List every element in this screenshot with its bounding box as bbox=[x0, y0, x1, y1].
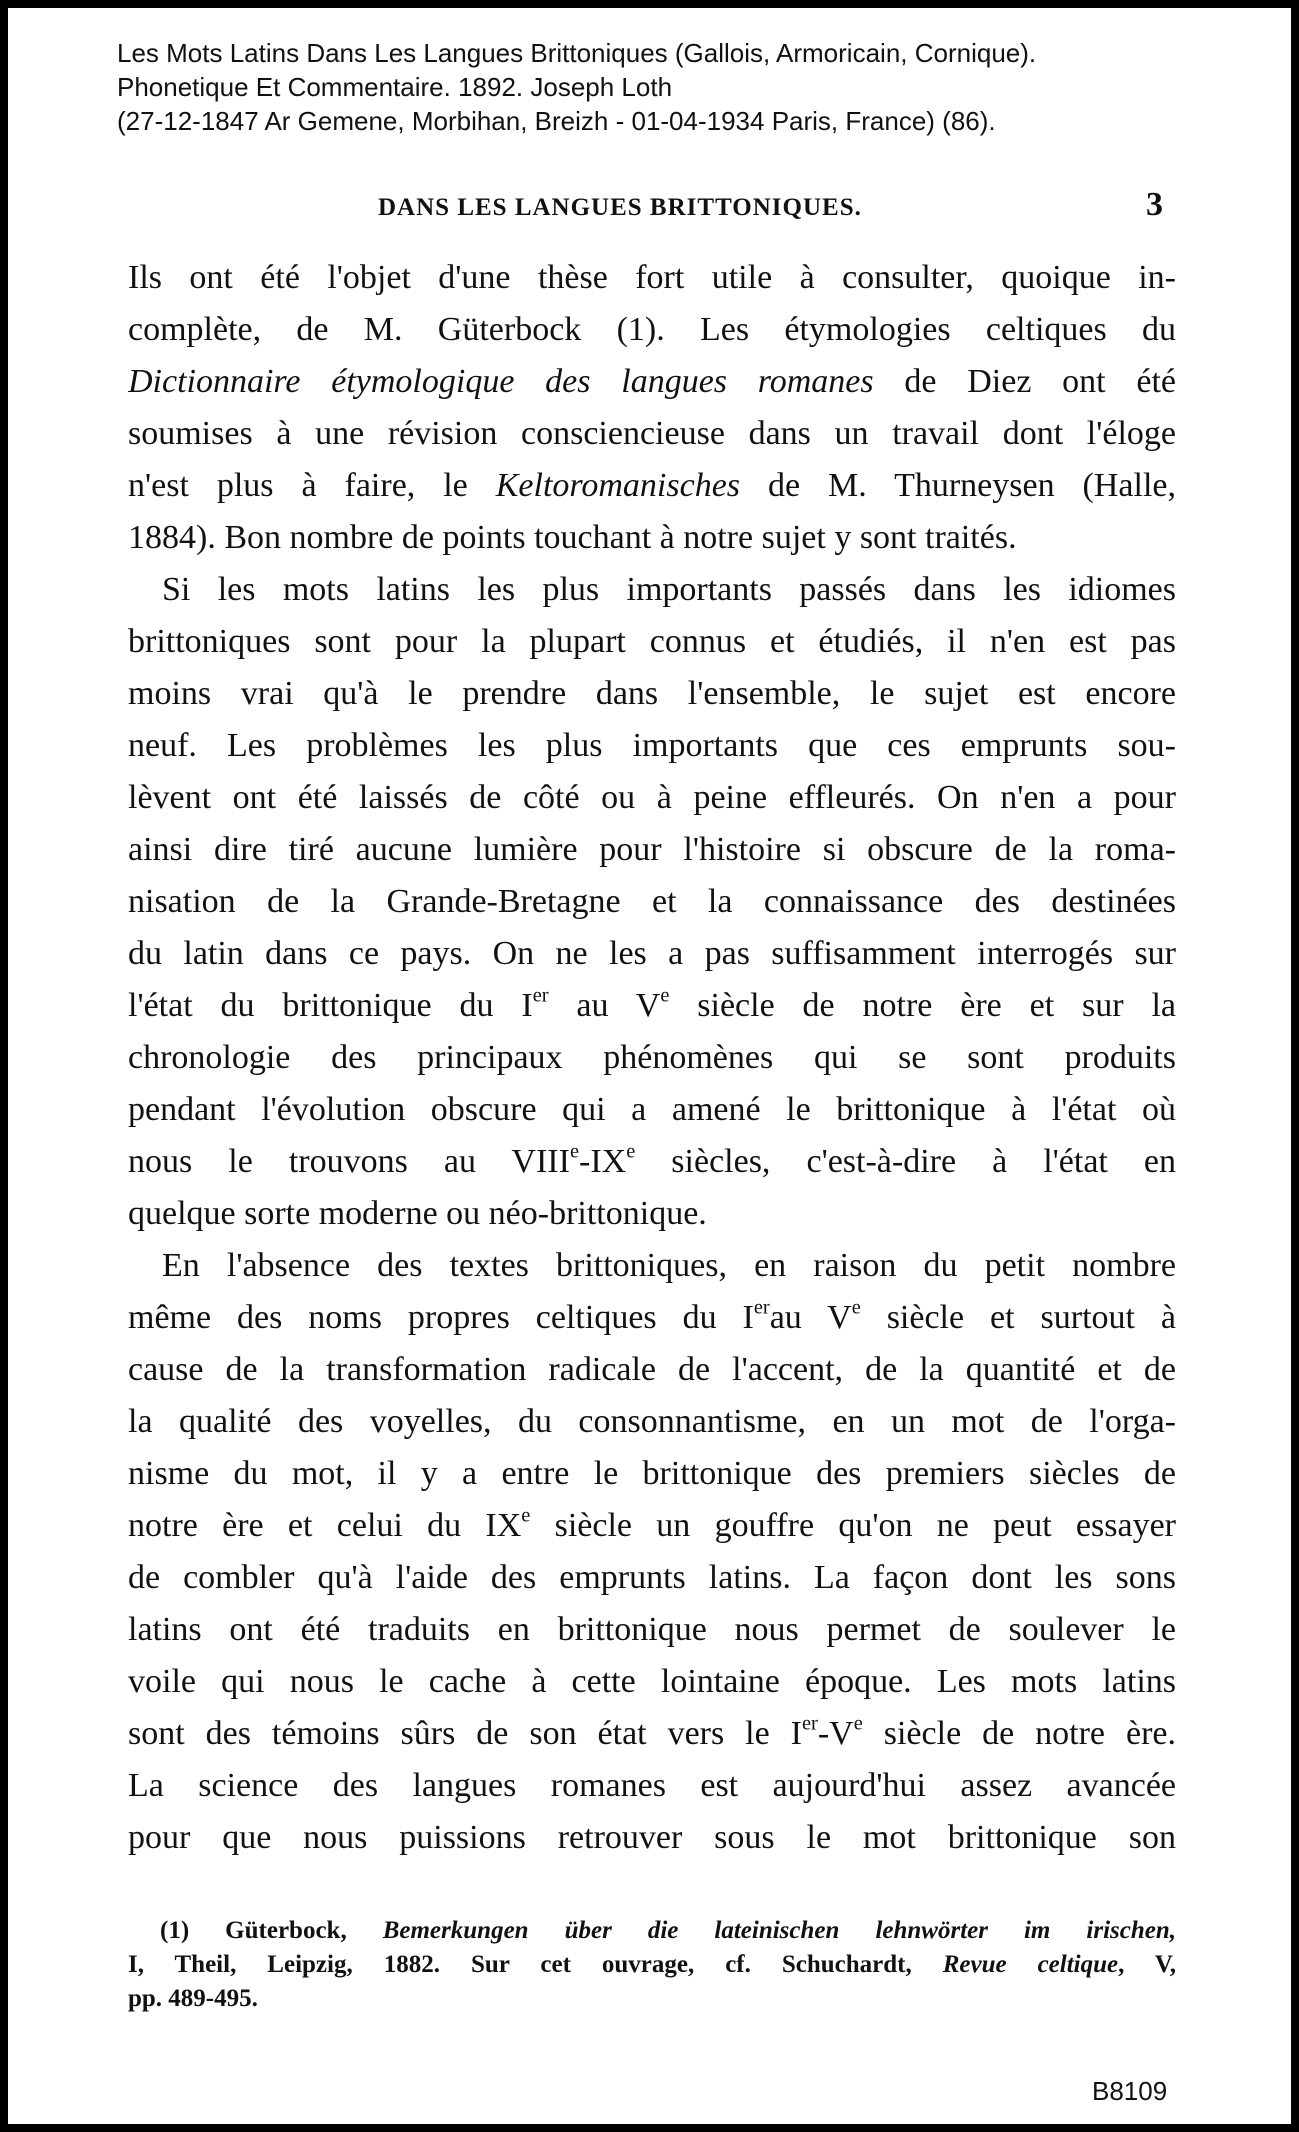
text-span: moins vrai qu'à le prendre dans l'ensemble, le sujet est encore bbox=[128, 675, 1176, 712]
text-line bbox=[128, 980, 1176, 1032]
text-span: de Diez ont été bbox=[873, 363, 1176, 400]
text-line bbox=[128, 1084, 1176, 1136]
text-line bbox=[128, 1760, 1176, 1812]
text-span: -IX bbox=[579, 1143, 627, 1180]
text-line bbox=[128, 668, 1176, 720]
text-line bbox=[128, 1032, 1176, 1084]
text-span: l'état du brittonique du I bbox=[128, 987, 533, 1024]
text-line bbox=[128, 1914, 1176, 1948]
text-span: soumises à une révision consciencieuse dans un travail dont l'éloge bbox=[128, 415, 1176, 452]
text-line bbox=[128, 1240, 1176, 1292]
superscript: e bbox=[626, 1140, 636, 1163]
text-span: chronologie des principaux phénomènes qui se sont produits bbox=[128, 1039, 1176, 1076]
text-span: siècles, c'est-à-dire à l'état en bbox=[635, 1143, 1176, 1180]
text-span: La science des langues romanes est aujourd'hui assez avancée bbox=[128, 1767, 1176, 1804]
text-span: En l'absence des textes brittoniques, en raison du petit nombre bbox=[162, 1247, 1176, 1284]
superscript: e bbox=[569, 1140, 579, 1163]
text-line bbox=[128, 564, 1176, 616]
catalog-stamp: B8109 bbox=[1092, 2076, 1168, 2106]
superscript: e bbox=[521, 1504, 531, 1527]
text-span: n'est plus à faire, le bbox=[128, 467, 496, 504]
text-span: siècle et surtout à bbox=[860, 1299, 1176, 1336]
text-span: Ils ont été l'objet d'une thèse fort utile à consulter, quoique in- bbox=[128, 259, 1176, 296]
text-span: au V bbox=[548, 987, 661, 1024]
text-line bbox=[128, 1982, 1176, 2016]
text-line bbox=[128, 1948, 1176, 1982]
text-span: pendant l'évolution obscure qui a amené le brittonique à l'état où bbox=[128, 1091, 1176, 1128]
footnote bbox=[128, 1914, 1176, 2016]
running-head: DANS LES LANGUES BRITTONIQUES. bbox=[378, 194, 862, 221]
text-line bbox=[128, 1552, 1176, 1604]
superscript: e bbox=[853, 1712, 863, 1735]
superscript: e bbox=[851, 1296, 861, 1319]
text-span: sont des témoins sûrs de son état vers le I bbox=[128, 1715, 802, 1752]
italic-text: Bemerkungen über die lateinischen lehnwörter im irischen, bbox=[382, 1917, 1176, 1944]
superscript: er bbox=[753, 1296, 770, 1319]
text-line bbox=[128, 1188, 1176, 1240]
text-span: pp. 489-495. bbox=[128, 1985, 258, 2012]
superscript: er bbox=[802, 1712, 818, 1735]
text-span: 1884). Bon nombre de points touchant à notre sujet y sont traités. bbox=[128, 519, 1017, 556]
italic-text: Revue celtique bbox=[942, 1951, 1119, 1978]
text-span: nisation de la Grande-Bretagne et la connaissance des destinées bbox=[128, 883, 1176, 920]
text-span: -V bbox=[817, 1715, 854, 1752]
caption-line: (27-12-1847 Ar Gemene, Morbihan, Breizh - 01-04-1934 Paris, France) (86). bbox=[117, 106, 996, 136]
text-line bbox=[128, 356, 1176, 408]
text-span: pour que nous puissions retrouver sous le mot brittonique son bbox=[128, 1819, 1176, 1856]
text-line bbox=[128, 1812, 1176, 1864]
body-text bbox=[128, 252, 1176, 1864]
text-span: nous le trouvons au VIII bbox=[128, 1143, 570, 1180]
superscript: er bbox=[532, 984, 549, 1007]
text-span: brittoniques sont pour la plupart connus et étudiés, il n'en est pas bbox=[128, 623, 1176, 660]
text-span: Si les mots latins les plus importants passés dans les idiomes bbox=[162, 571, 1176, 608]
text-span: la qualité des voyelles, du consonnantisme, en un mot de l'orga- bbox=[128, 1403, 1176, 1440]
text-line bbox=[128, 772, 1176, 824]
text-span: lèvent ont été laissés de côté ou à peine effleurés. On n'en a pour bbox=[128, 779, 1176, 816]
text-line bbox=[128, 1708, 1176, 1760]
text-span: quelque sorte moderne ou néo-brittonique. bbox=[128, 1195, 707, 1232]
text-line bbox=[128, 1656, 1176, 1708]
text-line bbox=[128, 1292, 1176, 1344]
text-span: siècle un gouffre qu'on ne peut essayer bbox=[530, 1507, 1176, 1544]
document-caption bbox=[117, 36, 1036, 138]
page-number: 3 bbox=[1146, 186, 1163, 223]
text-span: au V bbox=[769, 1299, 852, 1336]
caption-line: Les Mots Latins Dans Les Langues Brittoniques (Gallois, Armoricain, Cornique). bbox=[117, 38, 1037, 68]
superscript: e bbox=[660, 984, 670, 1007]
text-span: , V, bbox=[1118, 1951, 1176, 1978]
text-line bbox=[128, 876, 1176, 928]
text-span: complète, de M. Güterbock (1). Les étymologies celtiques du bbox=[128, 311, 1176, 348]
text-line bbox=[128, 304, 1176, 356]
text-line bbox=[128, 512, 1176, 564]
text-line bbox=[128, 616, 1176, 668]
text-span: voile qui nous le cache à cette lointaine époque. Les mots latins bbox=[128, 1663, 1176, 1700]
text-line bbox=[128, 720, 1176, 772]
text-line bbox=[128, 1396, 1176, 1448]
text-span: de combler qu'à l'aide des emprunts latins. La façon dont les sons bbox=[128, 1559, 1176, 1596]
text-span: de M. Thurneysen (Halle, bbox=[740, 467, 1176, 504]
text-span: même des noms propres celtiques du I bbox=[128, 1299, 754, 1336]
text-span: nisme du mot, il y a entre le brittonique des premiers siècles de bbox=[128, 1455, 1176, 1492]
caption-line: Phonetique Et Commentaire. 1892. Joseph Loth bbox=[117, 72, 673, 102]
text-span: notre ère et celui du IX bbox=[128, 1507, 522, 1544]
text-span: siècle de notre ère. bbox=[862, 1715, 1176, 1752]
text-line bbox=[128, 1136, 1176, 1188]
text-line bbox=[128, 408, 1176, 460]
text-line bbox=[128, 460, 1176, 512]
text-span: cause de la transformation radicale de l'accent, de la quantité et de bbox=[128, 1351, 1176, 1388]
text-span: I, Theil, Leipzig, 1882. Sur cet ouvrage, cf. Schuchardt, bbox=[128, 1951, 943, 1978]
text-span: latins ont été traduits en brittonique nous permet de soulever le bbox=[128, 1611, 1176, 1648]
italic-text: Keltoromanisches bbox=[495, 467, 741, 504]
text-line bbox=[128, 1604, 1176, 1656]
text-line bbox=[128, 1500, 1176, 1552]
text-line bbox=[128, 1344, 1176, 1396]
text-span: neuf. Les problèmes les plus importants que ces emprunts sou- bbox=[128, 727, 1176, 764]
text-line bbox=[128, 928, 1176, 980]
text-span: (1) Güterbock, bbox=[160, 1917, 383, 1944]
text-line bbox=[128, 252, 1176, 304]
text-span: siècle de notre ère et sur la bbox=[669, 987, 1176, 1024]
italic-text: Dictionnaire étymologique des langues romanes bbox=[128, 363, 874, 400]
text-line bbox=[128, 1448, 1176, 1500]
text-line bbox=[128, 824, 1176, 876]
text-span: du latin dans ce pays. On ne les a pas suffisamment interrogés sur bbox=[128, 935, 1176, 972]
text-span: ainsi dire tiré aucune lumière pour l'histoire si obscure de la roma- bbox=[128, 831, 1176, 868]
